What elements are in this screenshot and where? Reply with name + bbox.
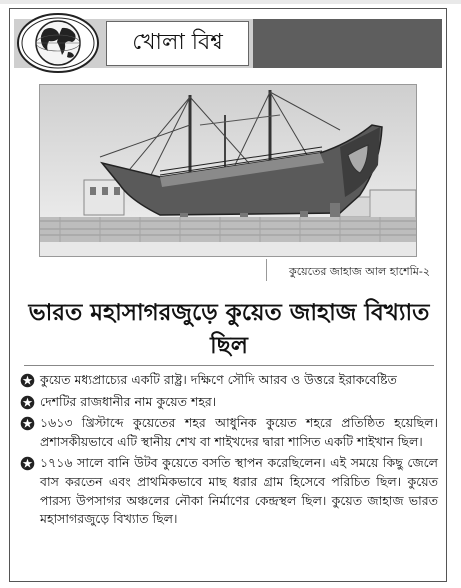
ship-photo xyxy=(39,84,417,257)
top-rule xyxy=(0,0,461,4)
star-in-circle-icon xyxy=(20,395,35,410)
star-in-circle-icon xyxy=(20,456,35,471)
article-title: ভারত মহাসাগরজুড়ে কুয়েত জাহাজ বিখ্যাত ছিল xyxy=(28,300,430,359)
fact-text: ১৬১৩ খ্রিস্টাব্দে কুয়েতের শহর আধুনিক কুয়েত শহরে প্রতিষ্ঠিত হয়েছিল। প্রশাসকীয়ভাবে এটি স্থানীয় শেখ বা শাইখদের দ্বারা শাসিত একটি শাইখান ছিল। xyxy=(40,415,438,449)
article-card xyxy=(9,8,447,582)
fact-text: ১৭১৬ সালে বানি উটব কুয়েতে বসতি স্থাপন করেছিলেন। এই সময়ে কিছু জেলে বাস করতেন এবং প্রাথমিকভাবে মাছ ধরার গ্রাম হিসেবে পরিচিত ছিল। কুয়েত পারস্য উপসাগর অঞ্চলের নৌকা নির্মাণের কেন্দ্রস্থল ছিল। কুয়েত জাহাজ ভারত মহাসাগরজুড়ে বিখ্যাত ছিল। xyxy=(40,455,438,527)
star-in-circle-icon xyxy=(20,416,35,431)
caption-rule xyxy=(266,259,267,281)
globe-icon xyxy=(16,12,100,74)
title-divider xyxy=(24,365,434,366)
photo-caption: কুয়েতের জাহাজ আল হাশেমি-২ xyxy=(289,265,430,278)
list-item xyxy=(18,454,438,528)
section-title: খোলা বিশ্ব xyxy=(106,21,249,66)
header-dark-band xyxy=(253,19,442,68)
fact-text: কুয়েত মধ্যপ্রাচ্যের একটি রাষ্ট্র। দক্ষিণে সৌদি আরব ও উত্তরে ইরাকবেষ্টিত xyxy=(40,372,397,387)
list-item xyxy=(18,414,438,451)
list-item xyxy=(18,393,438,412)
facts-list xyxy=(18,371,438,532)
list-item xyxy=(18,371,438,390)
fact-text: দেশটির রাজধানীর নাম কুয়েত শহর। xyxy=(40,393,217,409)
star-in-circle-icon xyxy=(20,373,35,388)
